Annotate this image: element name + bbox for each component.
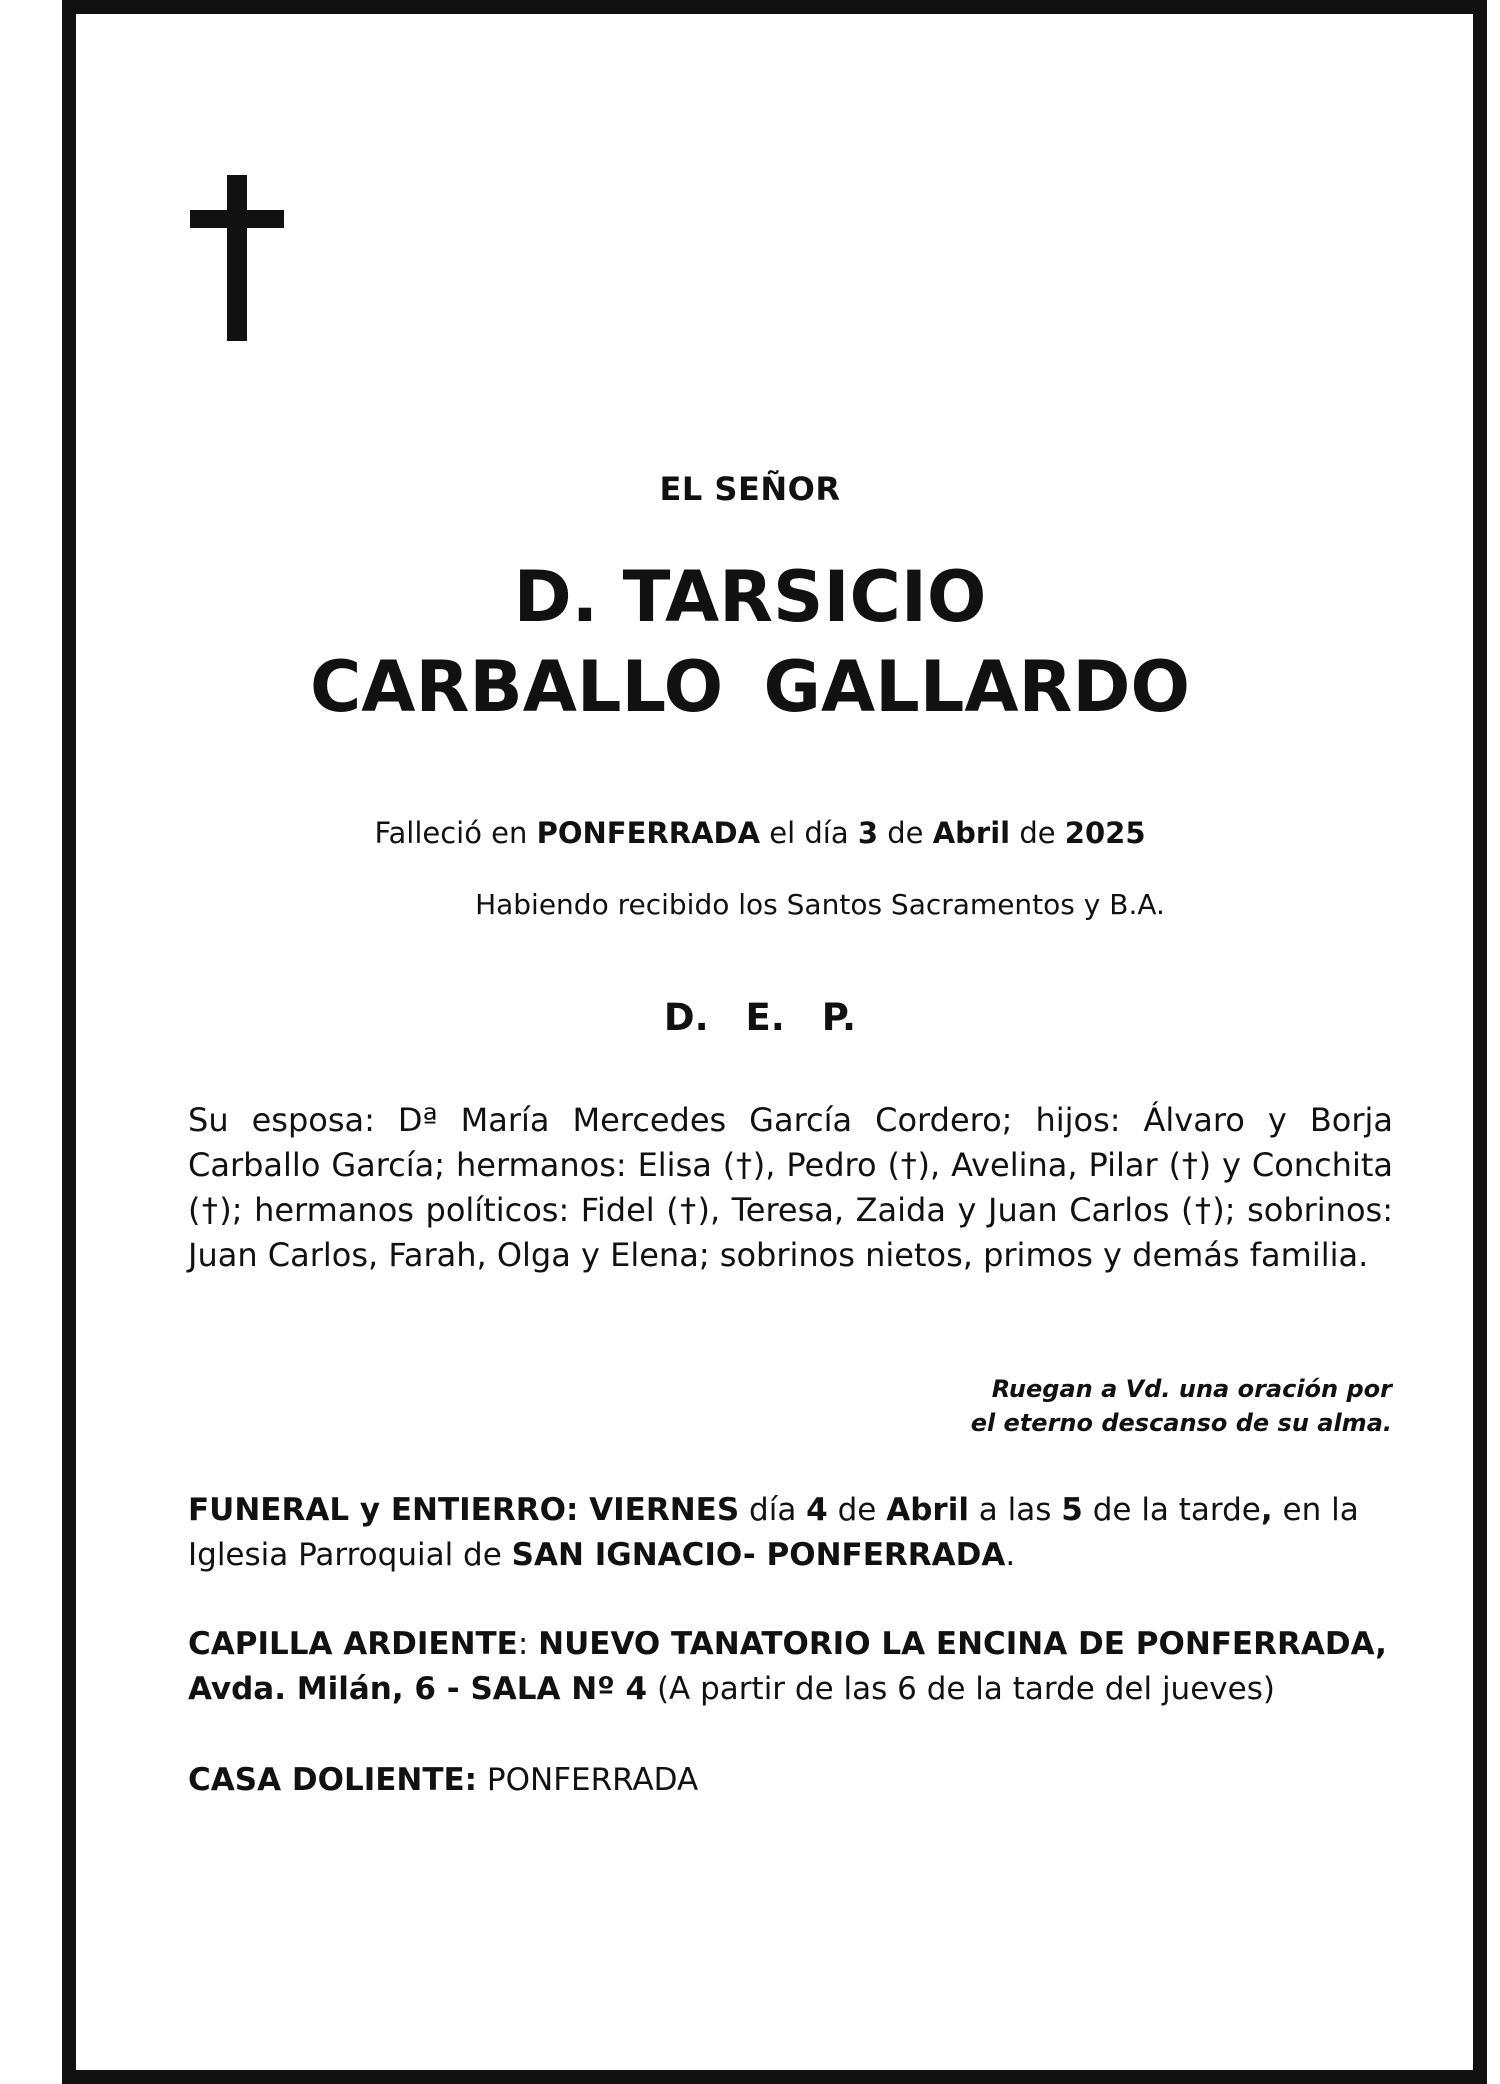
funeral-info: FUNERAL y ENTIERRO: VIERNES día 4 de Abril a las 5 de la tarde, en la Iglesia Parroquial de SAN IGNACIO- PONFERRADA.	[188, 1492, 1359, 1573]
deceased-name-line1: D. TARSICIO	[513, 556, 987, 638]
honorific: EL SEÑOR	[659, 470, 841, 508]
sacraments-line: Habiendo recibido los Santos Sacramentos y B.A.	[475, 888, 1165, 921]
cross-icon	[190, 175, 284, 341]
prayer-request: Ruegan a Vd. una oración por el eterno descanso de su alma.	[970, 1375, 1392, 1437]
deceased-name-line2: CARBALLO GALLARDO	[309, 646, 1191, 728]
family-list: Su esposa: Dª María Mercedes García Cordero; hijos: Álvaro y Borja Carballo García; hermanos: Elisa (†), Pedro (†), Avelina, Pilar (†) y Conchita (†); hermanos políticos: Fidel (†), Teresa, Zaida y Juan Carlos (†); sobrinos: Juan Carlos, Farah, Olga y Elena; sobrinos nietos, primos y demás familia.	[188, 1101, 1393, 1274]
mourning-house-info: CASA DOLIENTE: PONFERRADA	[188, 1762, 699, 1798]
dep-abbreviation: D. E. P.	[663, 996, 857, 1039]
chapel-info: CAPILLA ARDIENTE: NUEVO TANATORIO LA ENCINA DE PONFERRADA, Avda. Milán, 6 - SALA Nº 4 (A partir de las 6 de la tarde del jueves)	[188, 1626, 1387, 1707]
death-notice: Falleció en PONFERRADA el día 3 de Abril de 2025	[374, 816, 1146, 850]
